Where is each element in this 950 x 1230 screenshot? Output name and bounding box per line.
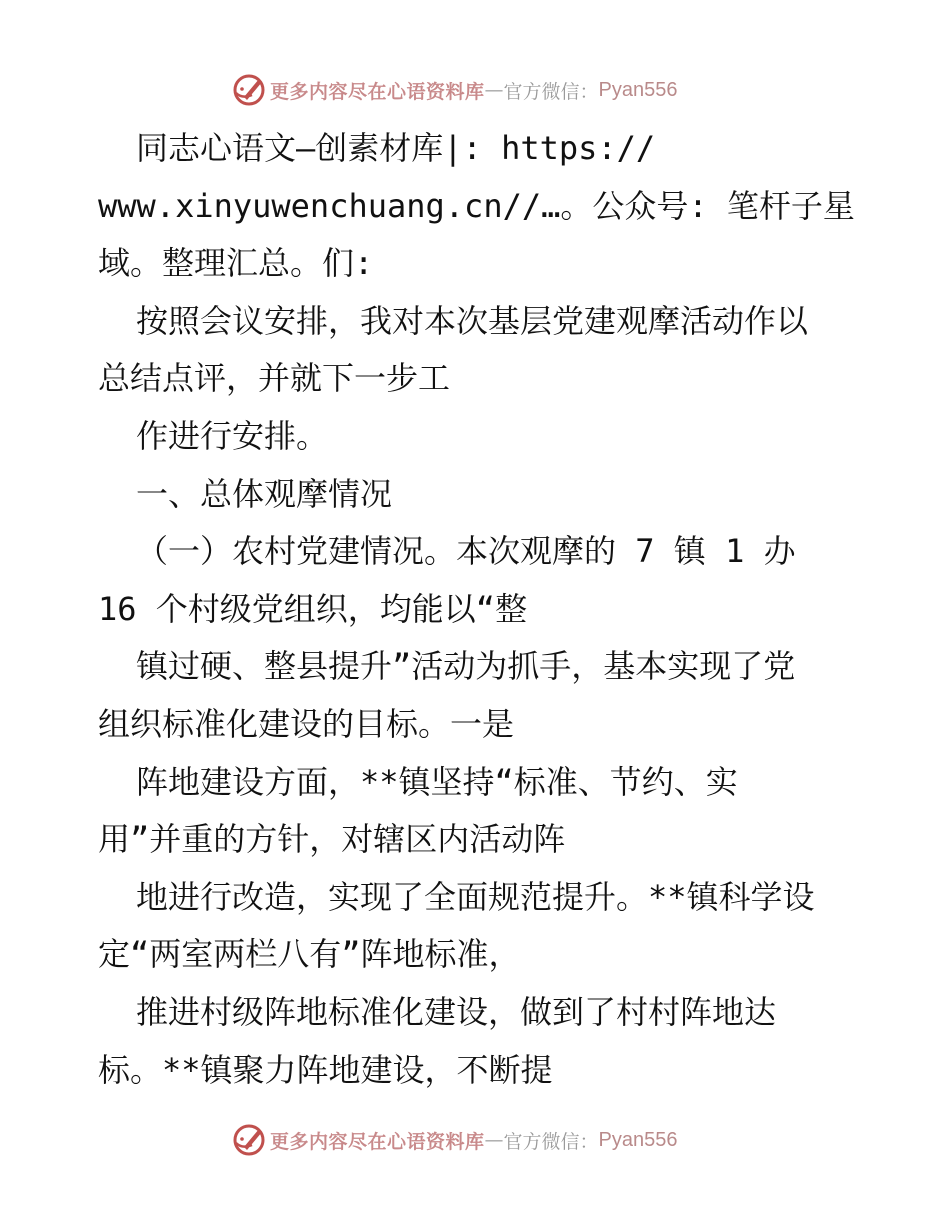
text-line: 同志心语文—创素材库|: https://	[136, 129, 656, 167]
promo-separator: —	[484, 79, 504, 101]
text-line: 16 个村级党组织，均能以“整	[98, 589, 528, 628]
wechat-id: Pyan556	[598, 1128, 678, 1151]
text-line: 总结点评，并就下一步工	[98, 359, 451, 398]
wechat-label: 官方微信：	[503, 80, 599, 103]
wechat-id: Pyan556	[598, 78, 678, 101]
text-line: （一）农村党建情况。本次观摩的 7 镇 1 办	[136, 532, 796, 571]
promo-text: 更多内容尽在心语资料库	[270, 80, 485, 103]
promo-text: 更多内容尽在心语资料库	[270, 1130, 485, 1153]
text-line: 域。整理汇总。们:	[98, 244, 374, 283]
pen-logo-icon	[232, 73, 266, 107]
pen-logo-icon	[232, 1123, 266, 1157]
promo-separator: —	[484, 1129, 504, 1151]
text-line: 阵地建设方面，**镇坚持“标准、节约、实	[136, 762, 738, 801]
wechat-label: 官方微信：	[503, 1130, 599, 1153]
text-line: 定“两室两栏八有”阵地标准，	[98, 935, 521, 974]
text-line: 按照会议安排，我对本次基层党建观摩活动作以	[136, 301, 809, 340]
text-line: www.xinyuwenchuang.cn//…。公众号: 笔杆子星	[98, 186, 855, 225]
text-line: 作进行安排。	[136, 416, 329, 455]
text-line: 推进村级阵地标准化建设，做到了村村阵地达	[136, 992, 777, 1031]
text-line: 组织标准化建设的目标。一是	[98, 704, 515, 743]
text-line: 镇过硬、整县提升”活动为抓手，基本实现了党	[136, 647, 796, 686]
text-line: 标。**镇聚力阵地建设，不断提	[98, 1050, 553, 1089]
section-heading: 一、总体观摩情况	[136, 474, 393, 513]
document-body	[98, 120, 858, 1099]
text-line: 用”并重的方针，对辖区内活动阵	[98, 820, 566, 859]
header-banner	[232, 72, 678, 108]
text-line: 地进行改造，实现了全面规范提升。**镇科学设	[136, 877, 815, 916]
footer-banner	[232, 1122, 678, 1158]
